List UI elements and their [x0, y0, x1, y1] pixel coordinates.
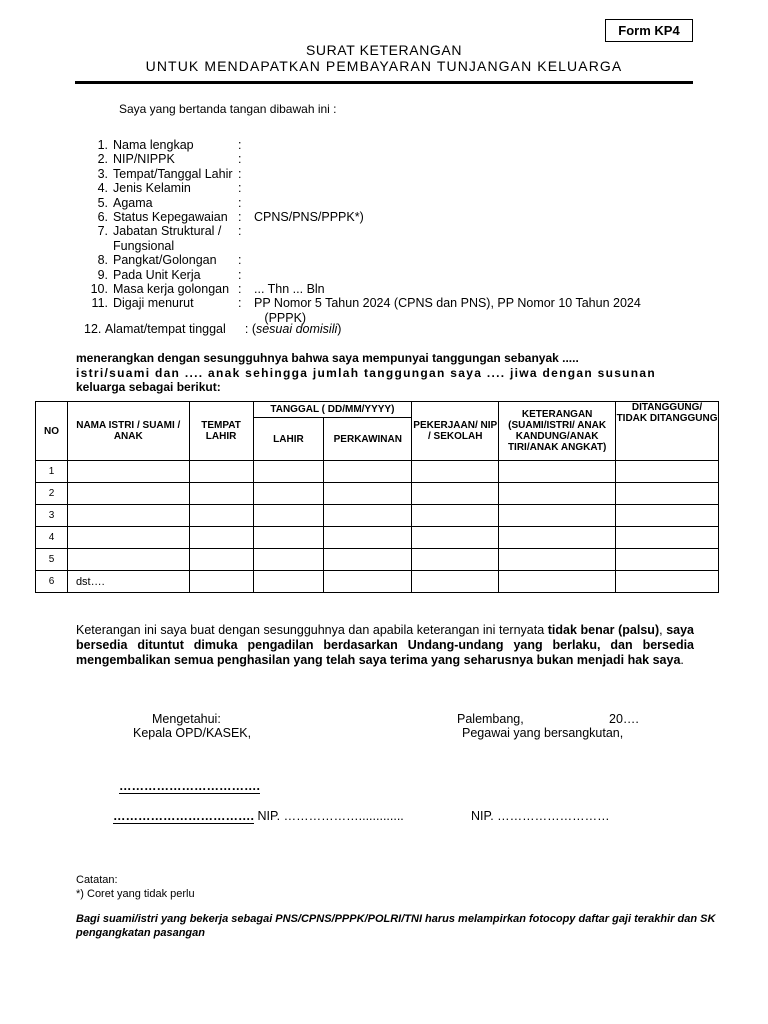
field-number: 6. — [97, 210, 108, 225]
field-colon: : ( — [244, 322, 256, 336]
cell-pekerjaan[interactable] — [412, 527, 499, 549]
cell-keterangan[interactable] — [499, 461, 616, 483]
header-ditanggung: DITANGGUNG/ TIDAK DITANGGUNG — [616, 402, 719, 461]
identity-fields — [78, 138, 674, 325]
name-nip-line-left — [113, 809, 404, 823]
signature-line-left: ……………………………. — [119, 779, 260, 793]
cell-lahir[interactable] — [253, 527, 324, 549]
catatan-note: *) Coret yang tidak perlu — [76, 888, 195, 900]
field-value: PP Nomor 5 Tahun 2024 (CPNS dan PNS), PP Nomor 10 Tahun 2024 — [254, 296, 641, 311]
cell-lahir[interactable] — [253, 461, 324, 483]
field-label: Agama — [113, 195, 153, 210]
cell-ditanggung[interactable] — [616, 549, 719, 571]
field-colon: : — [238, 181, 242, 196]
field-value — [254, 181, 674, 195]
year-label: 20…. — [609, 712, 639, 726]
field-colon: : — [238, 253, 242, 268]
table-row — [36, 505, 719, 527]
field-colon — [238, 239, 254, 253]
row-number: 5 — [36, 549, 68, 571]
field-row — [78, 196, 674, 210]
cell-keterangan[interactable] — [499, 527, 616, 549]
cell-perkawinan[interactable] — [324, 483, 412, 505]
row-number: 6 — [36, 571, 68, 593]
field-label: Jenis Kelamin — [113, 181, 191, 196]
cell-tempat-lahir[interactable] — [189, 505, 253, 527]
nip-right: NIP. ……………………… — [471, 809, 610, 823]
field-value — [254, 239, 674, 253]
field-row-address — [84, 322, 341, 336]
field-colon: : — [238, 138, 242, 152]
header-pekerjaan: PEKERJAAN/ NIP / SEKOLAH — [412, 402, 499, 461]
statement-line-1: menerangkan dengan sesungguhnya bahwa saya mempunyai tanggungan sebanyak ..... — [76, 351, 579, 365]
catatan-block — [76, 873, 195, 901]
cell-pekerjaan[interactable] — [412, 461, 499, 483]
field-colon: : — [238, 296, 242, 311]
header-no: NO — [36, 402, 68, 461]
family-table — [35, 401, 719, 593]
field-row — [78, 253, 674, 267]
table-row — [36, 549, 719, 571]
cell-perkawinan[interactable] — [324, 527, 412, 549]
footnote-text: Bagi suami/istri yang bekerja sebagai PNS/CPNS/PPPK/POLRI/TNI harus melampirkan fotocopy daftar gaji terakhir dan SK pengangkatan pasangan — [76, 913, 716, 939]
form-code-box: Form KP4 — [605, 19, 693, 42]
field-value — [254, 224, 674, 238]
field-colon: : — [238, 166, 242, 181]
field-value — [254, 196, 674, 210]
field-label: Nama lengkap — [113, 138, 194, 152]
cell-perkawinan[interactable] — [324, 549, 412, 571]
field-value — [254, 253, 674, 267]
table-row — [36, 483, 719, 505]
cell-nama[interactable] — [67, 483, 189, 505]
cell-pekerjaan[interactable] — [412, 571, 499, 593]
field-value — [254, 152, 674, 166]
field-number: 9. — [97, 267, 108, 282]
place-label: Palembang, — [457, 712, 524, 726]
cell-ditanggung[interactable] — [616, 505, 719, 527]
field-row — [78, 210, 674, 224]
cell-perkawinan[interactable] — [324, 461, 412, 483]
header-lahir: LAHIR — [253, 418, 324, 461]
field-row — [78, 224, 674, 238]
field-label: Masa kerja golongan — [113, 282, 230, 297]
field-label: NIP/NIPPK — [113, 152, 175, 167]
field-value: CPNS/PNS/PPPK*) — [254, 210, 364, 225]
field-label: Pada Unit Kerja — [113, 267, 201, 282]
field-colon: : — [238, 152, 242, 167]
field-colon: : — [238, 282, 242, 297]
field-row — [78, 268, 674, 282]
field-label: Status Kepegawaian — [113, 210, 228, 225]
cell-perkawinan[interactable] — [324, 505, 412, 527]
field-value — [254, 138, 674, 152]
cell-pekerjaan[interactable] — [412, 549, 499, 571]
statement-line-2: istri/suami dan .... anak sehingga jumlah tanggungan saya .... jiwa dengan susunan — [76, 365, 657, 380]
field-number: 10. — [90, 282, 108, 297]
nip-left: NIP. ………………............. — [253, 809, 404, 823]
table-row — [36, 461, 719, 483]
closing-comma: , — [659, 623, 663, 637]
field-row — [78, 167, 674, 181]
closing-paragraph — [76, 623, 694, 668]
row-number: 4 — [36, 527, 68, 549]
field-label: Digaji menurut — [113, 296, 194, 311]
cell-tempat-lahir[interactable] — [189, 571, 253, 593]
field-colon: : — [238, 210, 242, 225]
field-colon: : — [238, 224, 242, 239]
row-number: 3 — [36, 505, 68, 527]
title-underline — [75, 81, 693, 84]
field-value: ... Thn ... Bln — [254, 282, 325, 297]
field-number: 12. — [84, 322, 102, 336]
field-label: Pangkat/Golongan — [113, 253, 217, 268]
cell-nama[interactable] — [67, 527, 189, 549]
row-number: 1 — [36, 461, 68, 483]
field-number: 11. — [91, 296, 108, 311]
field-number: 2. — [97, 152, 108, 167]
field-value — [254, 268, 674, 282]
field-colon: : — [238, 267, 242, 282]
field-label: Jabatan Struktural / — [113, 224, 222, 239]
cell-keterangan[interactable] — [499, 571, 616, 593]
table-row — [36, 527, 719, 549]
pegawai-label: Pegawai yang bersangkutan, — [462, 726, 624, 740]
closing-text: Keterangan ini saya buat dengan sesungguhnya dan apabila keterangan ini ternyata — [76, 623, 548, 637]
field-number — [78, 239, 108, 253]
field-label: Tempat/Tanggal Lahir — [113, 166, 233, 181]
kepala-label: Kepala OPD/KASEK, — [133, 726, 252, 740]
cell-keterangan[interactable] — [499, 549, 616, 571]
field-row — [78, 239, 674, 253]
cell-pekerjaan[interactable] — [412, 505, 499, 527]
catatan-label: Catatan: — [76, 874, 118, 886]
cell-keterangan[interactable] — [499, 483, 616, 505]
statement-line-3: keluarga sebagai berikut: — [76, 380, 221, 394]
row-number: 2 — [36, 483, 68, 505]
field-close-paren: ) — [337, 322, 342, 336]
cell-ditanggung[interactable] — [616, 461, 719, 483]
cell-tempat-lahir[interactable] — [189, 549, 253, 571]
cell-tempat-lahir[interactable] — [189, 483, 253, 505]
cell-tempat-lahir[interactable] — [189, 461, 253, 483]
field-row — [78, 181, 674, 195]
closing-bold-text: saya bersedia dituntut dimuka pengadilan berdasarkan Undang-undang yang berlaku, dan bersedia mengembalikan semua penghasilan yang telah saya terima yang seharusnya bukan menjadi hak saya — [76, 623, 695, 667]
field-row — [78, 296, 674, 310]
cell-ditanggung[interactable] — [616, 527, 719, 549]
title-line-1: SURAT KETERANGAN — [305, 42, 463, 58]
field-row — [78, 282, 674, 296]
field-value — [254, 167, 674, 181]
closing-emphasis: tidak benar (palsu) — [547, 623, 660, 637]
field-row — [78, 152, 674, 166]
field-number: 4. — [97, 181, 108, 196]
header-perkawinan: PERKAWINAN — [324, 418, 412, 461]
cell-nama[interactable] — [67, 549, 189, 571]
cell-nama[interactable]: dst…. — [67, 571, 189, 593]
table-row — [36, 571, 719, 593]
cell-pekerjaan[interactable] — [412, 483, 499, 505]
cell-ditanggung[interactable] — [616, 571, 719, 593]
field-row — [78, 138, 674, 152]
field-hint: sesuai domisili — [255, 322, 338, 336]
cell-ditanggung[interactable] — [616, 483, 719, 505]
cell-lahir[interactable] — [253, 483, 324, 505]
field-label: Alamat/tempat tinggal — [104, 322, 226, 336]
field-value: (PPPK) — [254, 310, 307, 325]
field-number: 8. — [97, 253, 108, 268]
header-tempat-lahir: TEMPAT LAHIR — [189, 402, 253, 461]
cell-lahir[interactable] — [253, 505, 324, 527]
field-number: 3. — [97, 166, 108, 181]
field-number: 5. — [97, 195, 108, 210]
field-colon: : — [238, 195, 242, 210]
cell-tempat-lahir[interactable] — [189, 527, 253, 549]
field-label: Fungsional — [113, 238, 175, 253]
title-line-2: UNTUK MENDAPATKAN PEMBAYARAN TUNJANGAN KELUARGA — [145, 58, 623, 74]
cell-nama[interactable] — [67, 505, 189, 527]
cell-lahir[interactable] — [253, 549, 324, 571]
closing-period: . — [680, 653, 684, 667]
intro-text: Saya yang bertanda tangan dibawah ini : — [119, 102, 337, 116]
cell-lahir[interactable] — [253, 571, 324, 593]
header-keterangan: KETERANGAN (SUAMI/ISTRI/ ANAK KANDUNG/ANAK TIRI/ANAK ANGKAT) — [499, 402, 616, 461]
field-number: 7. — [97, 224, 108, 239]
cell-perkawinan[interactable] — [324, 571, 412, 593]
cell-nama[interactable] — [67, 461, 189, 483]
name-line-left: ……………………………. — [113, 809, 254, 823]
field-number: 1. — [97, 138, 108, 152]
statement-paragraph — [76, 351, 676, 395]
header-tanggal: TANGGAL ( DD/MM/YYYY) — [253, 402, 412, 418]
mengetahui-label: Mengetahui: — [152, 712, 221, 726]
cell-keterangan[interactable] — [499, 505, 616, 527]
header-nama: NAMA ISTRI / SUAMI / ANAK — [67, 402, 189, 461]
